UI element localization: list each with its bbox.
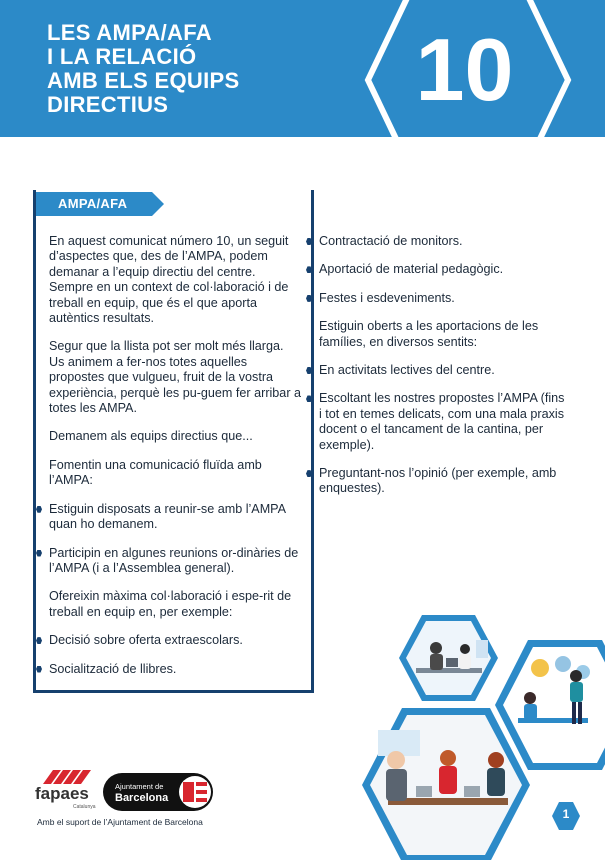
right-column (319, 234, 569, 510)
bullet-item: En activitats lectives del centre. (319, 363, 569, 378)
office-scene-hexagon (399, 615, 498, 701)
families-paragraph: Estiguin oberts a les aportacions de les famílies, en diversos sentits: (319, 319, 539, 349)
partner-logos (35, 770, 265, 815)
fapaes-subtitle: Catalunya (73, 804, 96, 810)
page-number-badge (551, 801, 581, 831)
list-paragraph: Segur que la llista pot ser molt més llarga. Us animem a fer-nos totes aquelles propostes que vulgueu, fruit de la vostra experiència, perquè les pu-guem fer arribar a totes les AMPA. (49, 339, 302, 416)
header-banner (0, 0, 605, 137)
page-title (47, 21, 239, 117)
bullet-item: Festes i esdeveniments. (319, 291, 569, 306)
collaboration-paragraph: Ofereixin màxima col·laboració i espe-rit de treball en equip en, per exemple: (49, 589, 292, 619)
bullet-item: Decisió sobre oferta extraescolars. (49, 633, 301, 648)
ajuntament-line-2: Barcelona (115, 792, 169, 804)
issue-number: 10 (415, 20, 514, 119)
title-line-2: I LA RELACIÓ (47, 44, 197, 69)
support-text: Amb el suport de l’Ajuntament de Barcelona (37, 817, 203, 827)
frame-bottom-rule (33, 690, 311, 693)
title-line-3: AMB ELS EQUIPS (47, 68, 240, 93)
bullet-item: Aportació de material pedagògic. (319, 262, 569, 277)
title-line-1: LES AMPA/AFA (47, 20, 212, 45)
left-column (49, 234, 301, 690)
bullet-item: Contractació de monitors. (319, 234, 569, 249)
section-tab-label: AMPA/AFA (58, 196, 128, 211)
bullet-item: Escoltant les nostres propostes l’AMPA (fins i tot en temes delicats, com una mala praxis docent o el tancament de la cantina, per exemple). (319, 391, 569, 453)
intro-paragraph: En aquest comunicat número 10, un seguit d’aspectes que, des de l’AMPA, podem demanar a l’equip directiu del centre. Sempre en un context de col·laboració i de treball en equip, que és el que aporta autèntics resultats. (49, 234, 289, 326)
fapaes-logo (35, 770, 96, 810)
ask-paragraph: Demanem als equips directius que... (49, 429, 253, 444)
team-meeting-hexagon (362, 708, 530, 860)
ajuntament-line-1: Ajuntament de (115, 782, 164, 791)
bullet-item: Socialització de llibres. (49, 662, 301, 677)
communication-paragraph: Fomentin una comunicació fluïda amb l’AMPA: (49, 457, 262, 488)
bullet-item: Estiguin disposats a reunir-se amb l’AMPA quan ho demanem. (49, 502, 301, 533)
fapaes-wordmark: fapaes (35, 784, 89, 803)
page-number: 1 (562, 807, 570, 821)
section-tab (36, 192, 164, 216)
bullet-item: Participin en algunes reunions or-dinàries de l’AMPA (i a l’Assemblea general). (49, 546, 301, 577)
title-line-4: DIRECTIUS (47, 92, 169, 117)
ajuntament-logo (103, 773, 213, 811)
bullet-item: Preguntant-nos l’opinió (per exemple, amb enquestes). (319, 466, 569, 497)
